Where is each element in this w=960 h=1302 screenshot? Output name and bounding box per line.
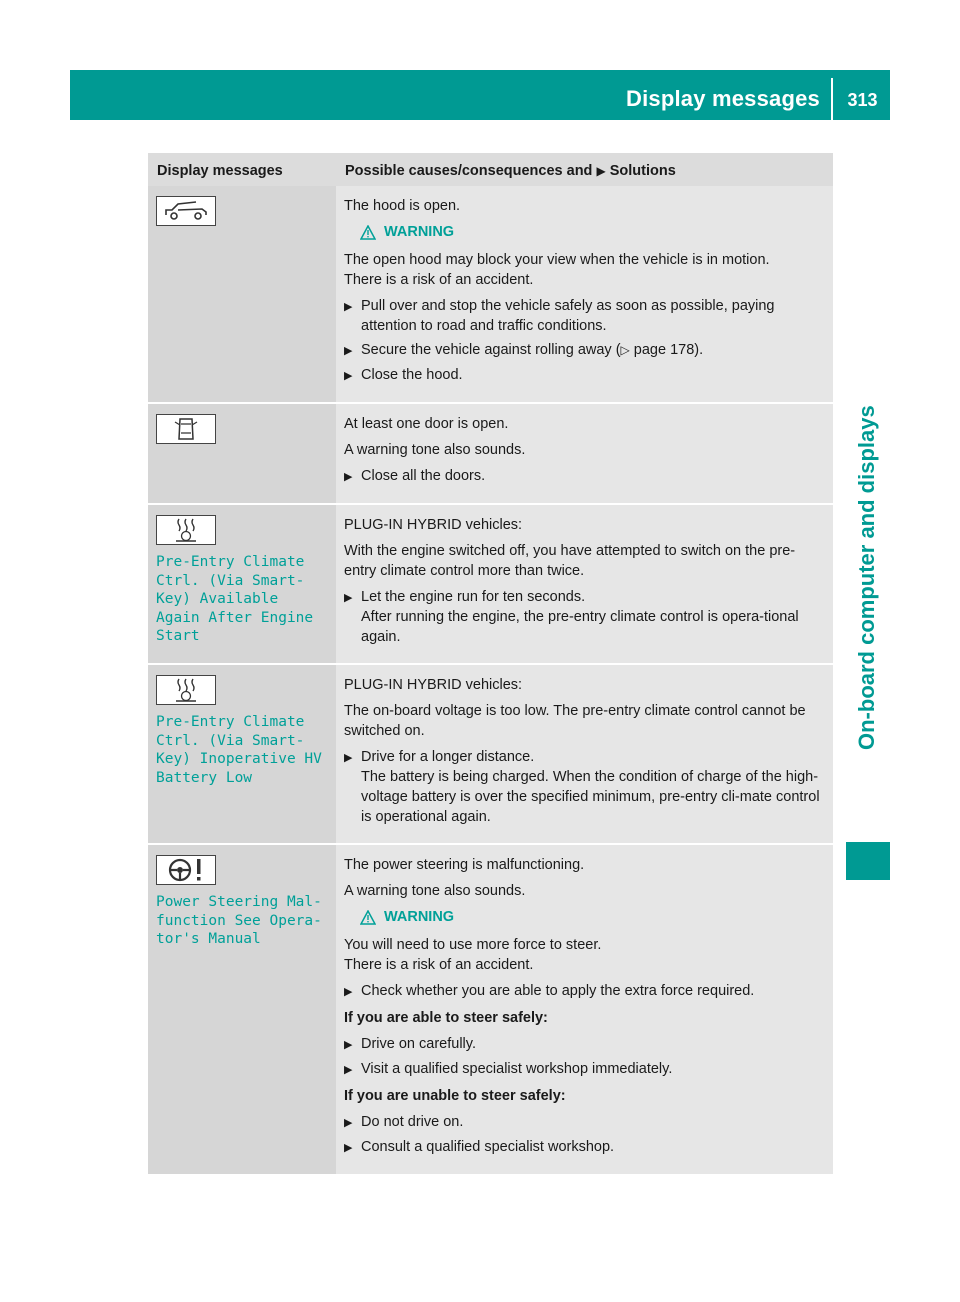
cause-text: The on-board voltage is too low. The pre-entry climate control cannot be switched on.	[344, 703, 806, 739]
col-header-solutions	[336, 153, 833, 186]
warning-label: WARNING	[384, 224, 455, 240]
warning-text: There is a risk of an accident.	[344, 957, 534, 973]
warning-heading	[360, 907, 825, 927]
header-divider	[831, 78, 833, 120]
step-text: Drive on carefully.	[361, 1036, 476, 1052]
solution-step	[344, 1112, 825, 1133]
step-arrow-icon: ▶	[344, 1142, 353, 1154]
cause-text: The hood is open.	[344, 198, 461, 214]
solution-step	[344, 296, 825, 336]
step-arrow-icon: ▶	[344, 1039, 353, 1051]
step-text: Do not drive on.	[361, 1114, 464, 1130]
message-cell	[148, 504, 336, 664]
condition-heading: If you are able to steer safely:	[344, 1010, 548, 1026]
display-message-text: Power Steering Mal- function See Opera- tor's Manual	[156, 894, 322, 947]
step-text	[361, 587, 825, 647]
solution-cell	[336, 844, 833, 1175]
warning-text: There is a risk of an accident.	[344, 272, 534, 288]
solution-cell	[336, 664, 833, 844]
climate-fan-icon	[156, 675, 216, 705]
steering-warning-icon	[156, 855, 216, 885]
step-arrow-icon: ▶	[344, 345, 353, 357]
solution-step	[344, 466, 825, 487]
step-arrow-icon: ▶	[344, 752, 353, 764]
cause-text: PLUG-IN HYBRID vehicles:	[344, 517, 523, 533]
table-row	[148, 403, 833, 504]
step-arrow-icon: ▶	[344, 1064, 353, 1076]
step-text-line: The battery is being charged. When the condition of charge of the high-voltage battery is over the specified minimum, pre-entry cli-mate control is operational again.	[361, 769, 820, 825]
side-tab-block	[846, 842, 890, 880]
step-text	[361, 747, 825, 827]
step-text	[361, 340, 703, 361]
col-header-display-messages: Display messages	[148, 153, 336, 186]
step-arrow-icon: ▶	[344, 471, 353, 483]
step-text-line: Let the engine run for ten seconds.	[361, 589, 586, 605]
table-row	[148, 844, 833, 1175]
climate-fan-icon	[156, 515, 216, 545]
display-message-text: Pre-Entry Climate Ctrl. (Via Smart- Key) Inoperative HV Battery Low	[156, 714, 322, 786]
door-open-icon	[156, 414, 216, 444]
step-arrow-icon: ▶	[344, 370, 353, 382]
solution-step	[344, 1137, 825, 1158]
step-arrow-icon: ▶	[344, 986, 353, 998]
cause-text: A warning tone also sounds.	[344, 442, 526, 458]
solution-step	[344, 365, 825, 386]
cause-text: With the engine switched off, you have attempted to switch on the pre-entry climate control more than twice.	[344, 543, 796, 579]
page-number: 313	[847, 90, 878, 110]
solution-step	[344, 587, 825, 647]
col-header-solutions-suffix: Solutions	[605, 163, 676, 179]
solution-step	[344, 981, 825, 1002]
message-cell	[148, 403, 336, 504]
cause-text: PLUG-IN HYBRID vehicles:	[344, 677, 523, 693]
display-message-text: Pre-Entry Climate Ctrl. (Via Smart- Key) Available Again After Engine Start	[156, 554, 314, 644]
cause-text: The power steering is malfunctioning.	[344, 857, 585, 873]
solution-step	[344, 1059, 825, 1080]
page-reference-link[interactable]: page 178).	[629, 342, 704, 358]
table-row	[148, 504, 833, 664]
hood-open-icon	[156, 196, 216, 226]
cause-text: A warning tone also sounds.	[344, 883, 526, 899]
col-header-solutions-text: Possible causes/consequences and	[345, 163, 597, 179]
table-row	[148, 186, 833, 403]
step-text: Close the hood.	[361, 367, 463, 383]
step-text: Pull over and stop the vehicle safely as soon as possible, paying attention to road and traffic conditions.	[361, 298, 775, 334]
cause-text: At least one door is open.	[344, 416, 509, 432]
table-header-row	[148, 153, 833, 186]
warning-heading	[360, 222, 825, 242]
solution-step	[344, 1034, 825, 1055]
solution-cell	[336, 403, 833, 504]
step-arrow-icon: ▶	[344, 1117, 353, 1129]
message-cell	[148, 664, 336, 844]
page-header	[70, 70, 890, 120]
page-ref-icon: ▷	[620, 343, 630, 357]
step-text: Consult a qualified specialist workshop.	[361, 1139, 615, 1155]
table-row	[148, 664, 833, 844]
warning-triangle-icon	[360, 910, 376, 925]
warning-triangle-icon	[360, 225, 376, 240]
step-text-line: After running the engine, the pre-entry climate control is opera-tional again.	[361, 609, 799, 645]
step-text-line: Drive for a longer distance.	[361, 749, 535, 765]
display-messages-table	[148, 153, 833, 1176]
solution-step	[344, 747, 825, 827]
step-arrow-icon: ▶	[344, 301, 353, 313]
step-text: Visit a qualified specialist workshop immediately.	[361, 1061, 673, 1077]
solution-cell	[336, 504, 833, 664]
message-cell	[148, 844, 336, 1175]
step-text: Close all the doors.	[361, 468, 486, 484]
warning-label: WARNING	[384, 909, 455, 925]
step-arrow-icon: ▶	[344, 592, 353, 604]
message-cell	[148, 186, 336, 403]
warning-text: The open hood may block your view when the vehicle is in motion.	[344, 252, 770, 268]
step-text-part: Secure the vehicle against rolling away (	[361, 342, 621, 358]
header-title: Display messages	[626, 86, 820, 111]
solution-cell	[336, 186, 833, 403]
condition-heading: If you are unable to steer safely:	[344, 1088, 566, 1104]
arrow-icon: ▶	[596, 164, 606, 178]
step-text: Check whether you are able to apply the extra force required.	[361, 983, 755, 999]
warning-text: You will need to use more force to steer.	[344, 937, 602, 953]
side-tab-label: On-board computer and displays	[854, 405, 879, 750]
solution-step	[344, 340, 825, 361]
